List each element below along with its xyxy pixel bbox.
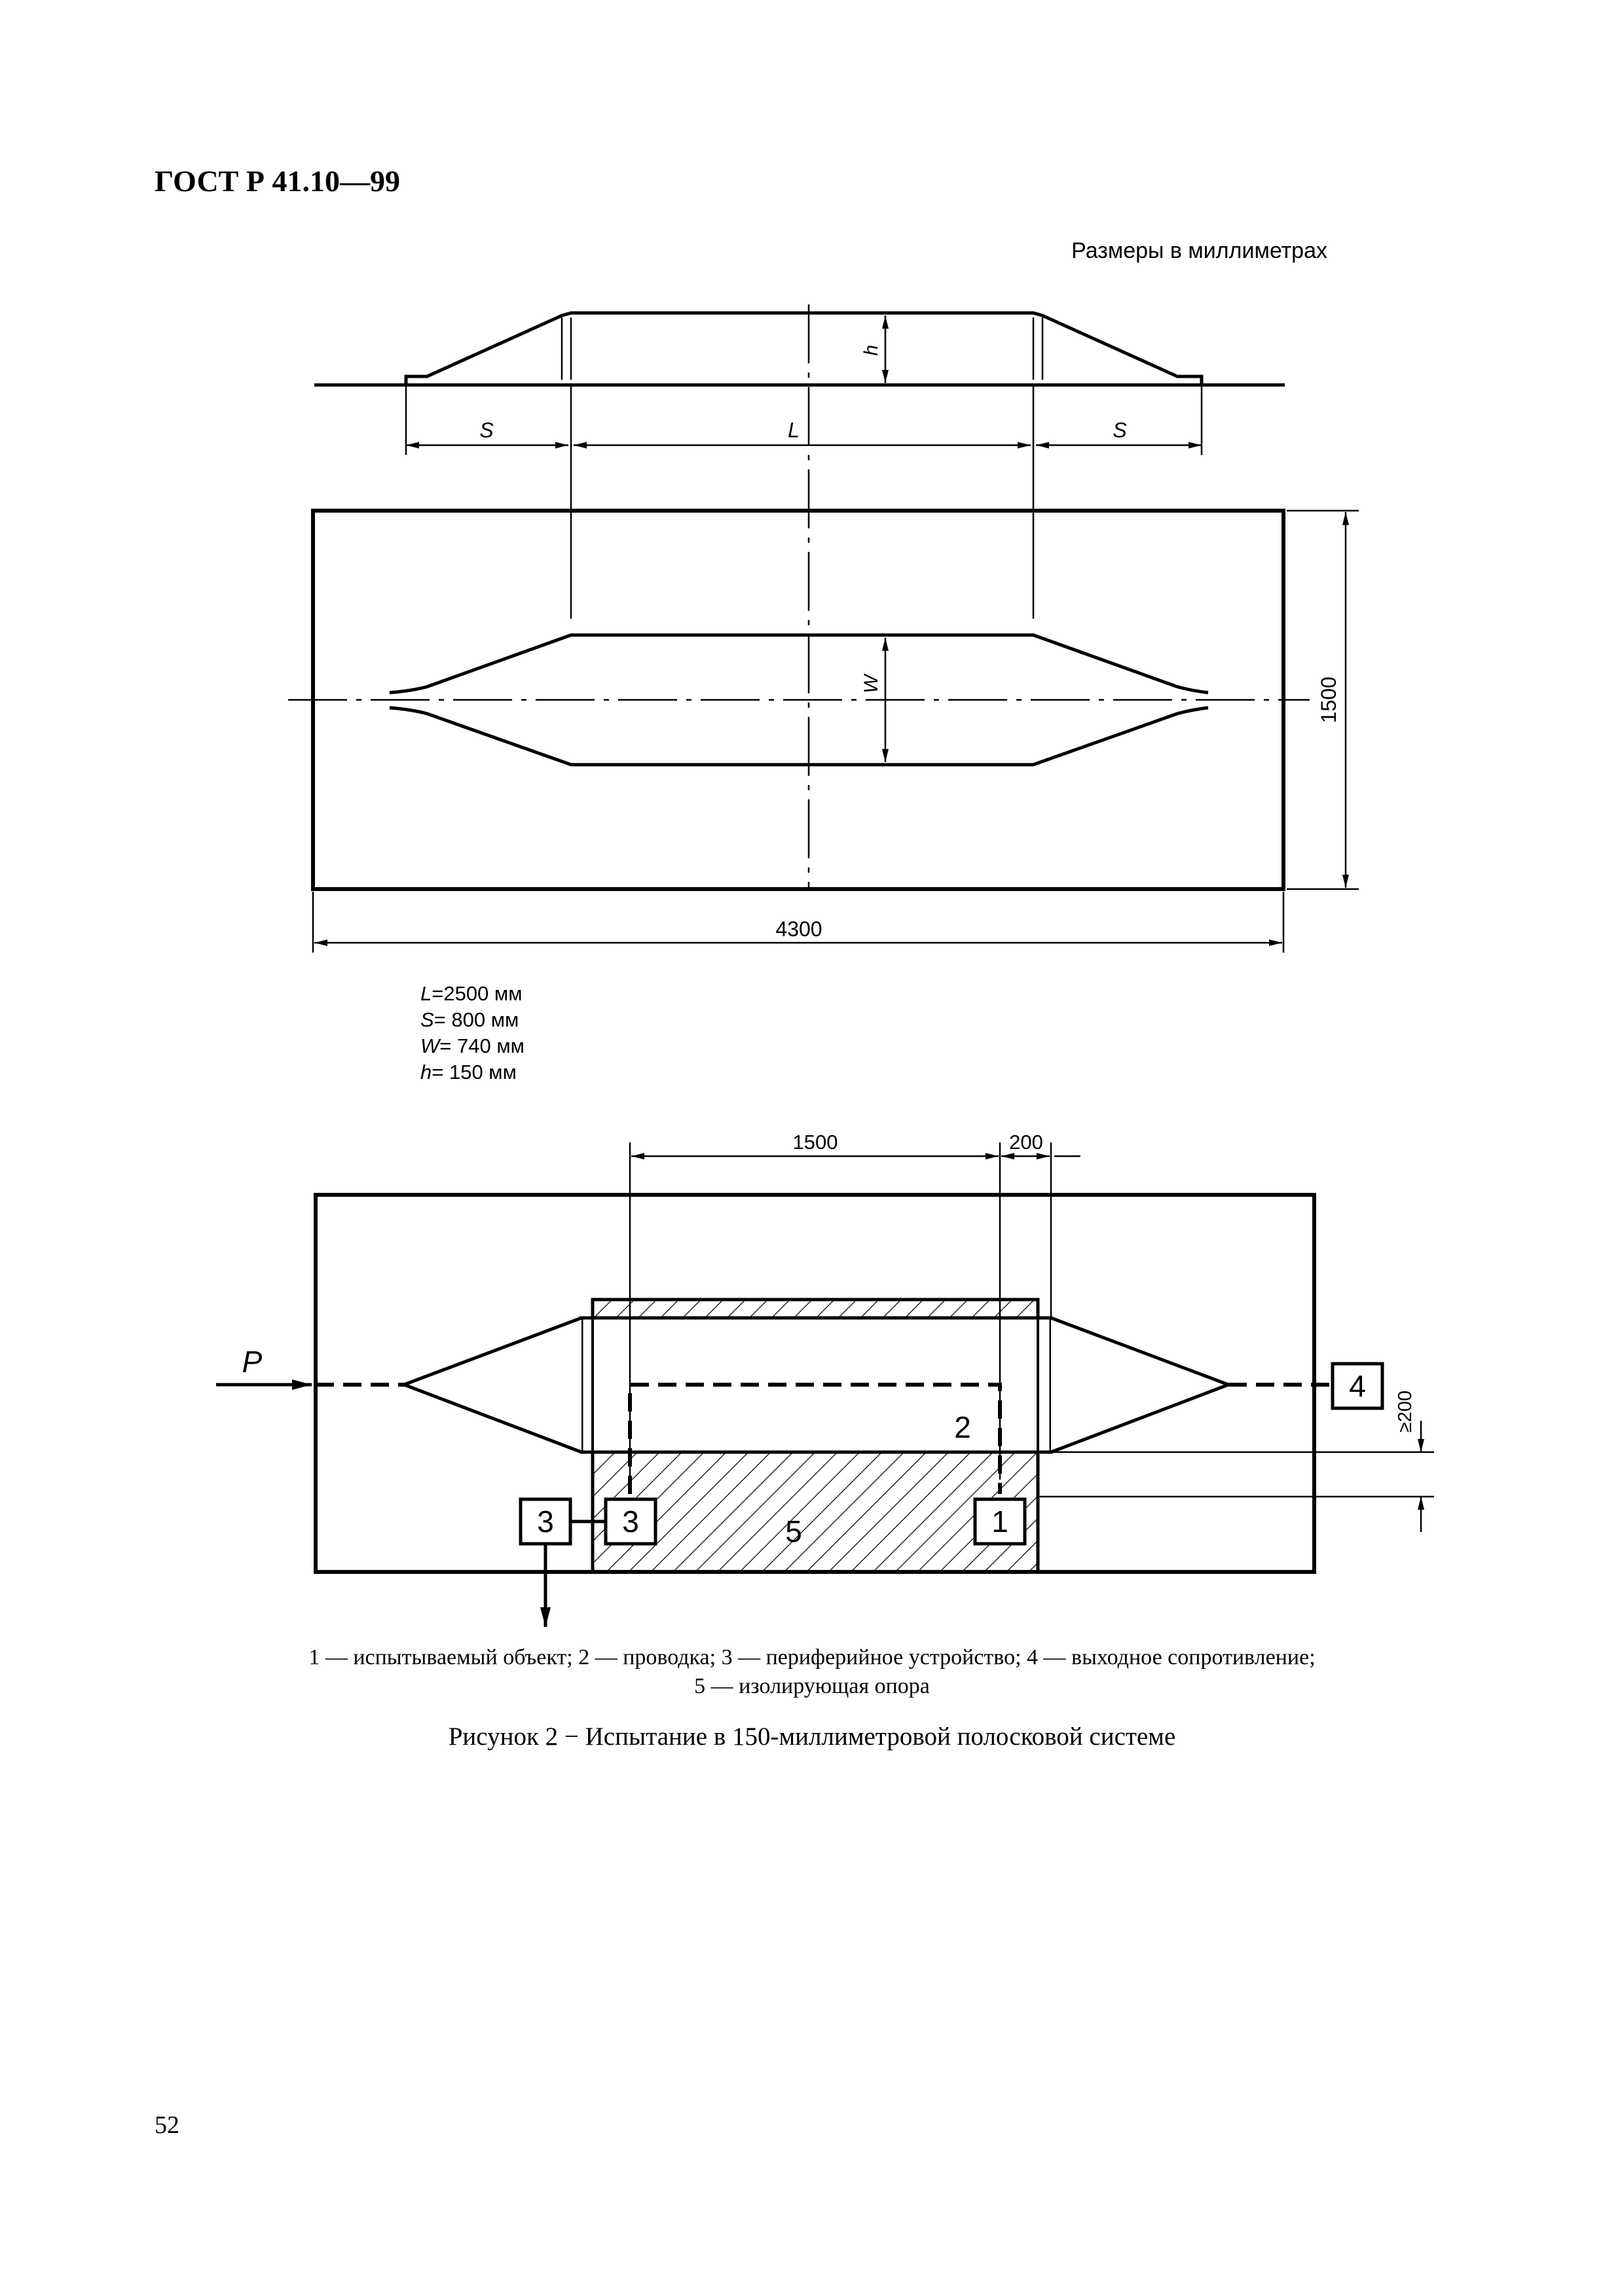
conductor-2-label: 2 [954, 1410, 971, 1444]
parameter-list [420, 981, 525, 1085]
param-s: S= 800 мм [420, 1008, 519, 1031]
param-h: h= 150 мм [420, 1061, 517, 1084]
units-note: Размеры в миллиметрах [1071, 238, 1327, 263]
box-4-label: 4 [1349, 1369, 1366, 1403]
dim-min200-label: ≥200 [1395, 1390, 1416, 1433]
plan-view [288, 511, 1359, 953]
box-3-inner-label: 3 [622, 1504, 639, 1539]
p-input-label: P [242, 1345, 263, 1379]
document-header: ГОСТ Р 41.10—99 [155, 164, 400, 198]
box-1-label: 1 [991, 1504, 1008, 1539]
figure-legend [157, 1643, 1467, 1701]
support-5-label: 5 [785, 1514, 802, 1548]
s-left-label: S [479, 418, 494, 442]
w-label: W [860, 674, 882, 694]
page-number: 52 [155, 2111, 179, 2139]
l-label: L [788, 418, 800, 442]
h-label: h [860, 344, 882, 356]
legend-line-2: 5 — изолирующая опора [694, 1674, 930, 1698]
width-1500-label: 1500 [1317, 676, 1340, 723]
legend-line-1: 1 — испытываемый объект; 2 — проводка; 3 — периферийное устройство; 4 — выходное сопротивление; [308, 1645, 1316, 1669]
length-4300-label: 4300 [775, 917, 822, 941]
side-view [314, 304, 1285, 890]
dim-1500-label: 1500 [792, 1131, 838, 1154]
test-setup [216, 1142, 1434, 1627]
figure-caption: Рисунок 2 − Испытание в 150-миллиметровой полосковой системе [448, 1722, 1176, 1751]
param-l: L=2500 мм [420, 982, 523, 1005]
dim-200-label: 200 [1009, 1131, 1043, 1154]
param-w: W= 740 мм [420, 1034, 525, 1057]
s-right-label: S [1113, 418, 1127, 442]
box-3-outer-label: 3 [537, 1504, 554, 1539]
